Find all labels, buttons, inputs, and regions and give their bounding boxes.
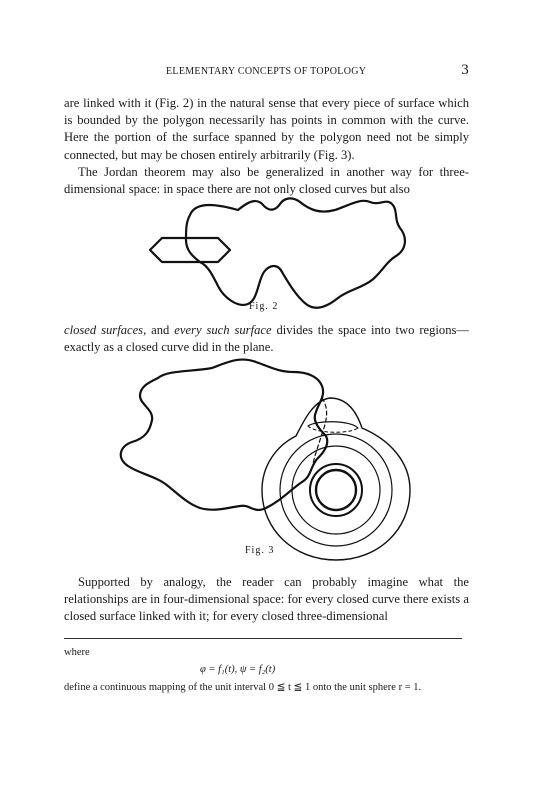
paragraph-2-rest: divides the space into two regions—exactly as a closed curve did in the plane. bbox=[64, 323, 470, 355]
paragraph-1b-text: The Jordan theorem may also be generalized in another way for three-dimensional space: in space there are not only closed curves but also bbox=[64, 164, 469, 197]
footnote-where: where bbox=[64, 647, 90, 658]
paragraph-2-connector: and bbox=[146, 323, 175, 337]
footnote-divider bbox=[64, 638, 462, 639]
fig3-ring-outer bbox=[280, 434, 392, 546]
emphasis-every-such-surface: every such surface bbox=[174, 323, 272, 337]
paragraph-3 bbox=[64, 574, 469, 626]
figure-3-caption: Fig. 3 bbox=[245, 545, 275, 556]
paragraph-1-text: are linked with it (Fig. 2) in the natural sense that every piece of surface which is bounded by the polygon necessarily has points in common with the curve. Here the portion of the surface spanned by the polygon need not be simply connected, but may be chosen entirely arbitrarily (Fig. 3). bbox=[64, 96, 469, 162]
figure-2-caption: Fig. 2 bbox=[249, 301, 279, 312]
fig3-ring-inner bbox=[310, 464, 362, 516]
fig3-ring-middle bbox=[292, 446, 380, 534]
fig3-opening bbox=[308, 422, 358, 428]
emphasis-closed-surfaces: closed surfaces, bbox=[64, 323, 147, 337]
running-title: ELEMENTARY CONCEPTS OF TOPOLOGY bbox=[166, 66, 367, 77]
paragraph-3-text: Supported by analogy, the reader can probably imagine what the relationships are in four-dimensional space: for every closed curve there exists a closed surface linked with it; for every closed three-dimensional bbox=[64, 575, 469, 624]
footnote-formula: φ = f₁(t), ψ = f₂(t) bbox=[200, 664, 276, 675]
page-number: 3 bbox=[461, 62, 469, 78]
fig3-opening-lower bbox=[308, 426, 358, 432]
fig3-ring-core bbox=[316, 470, 356, 510]
footnote-text: define a continuous mapping of the unit interval 0 ≦ t ≦ 1 onto the unit sphere r = 1. bbox=[64, 682, 422, 693]
